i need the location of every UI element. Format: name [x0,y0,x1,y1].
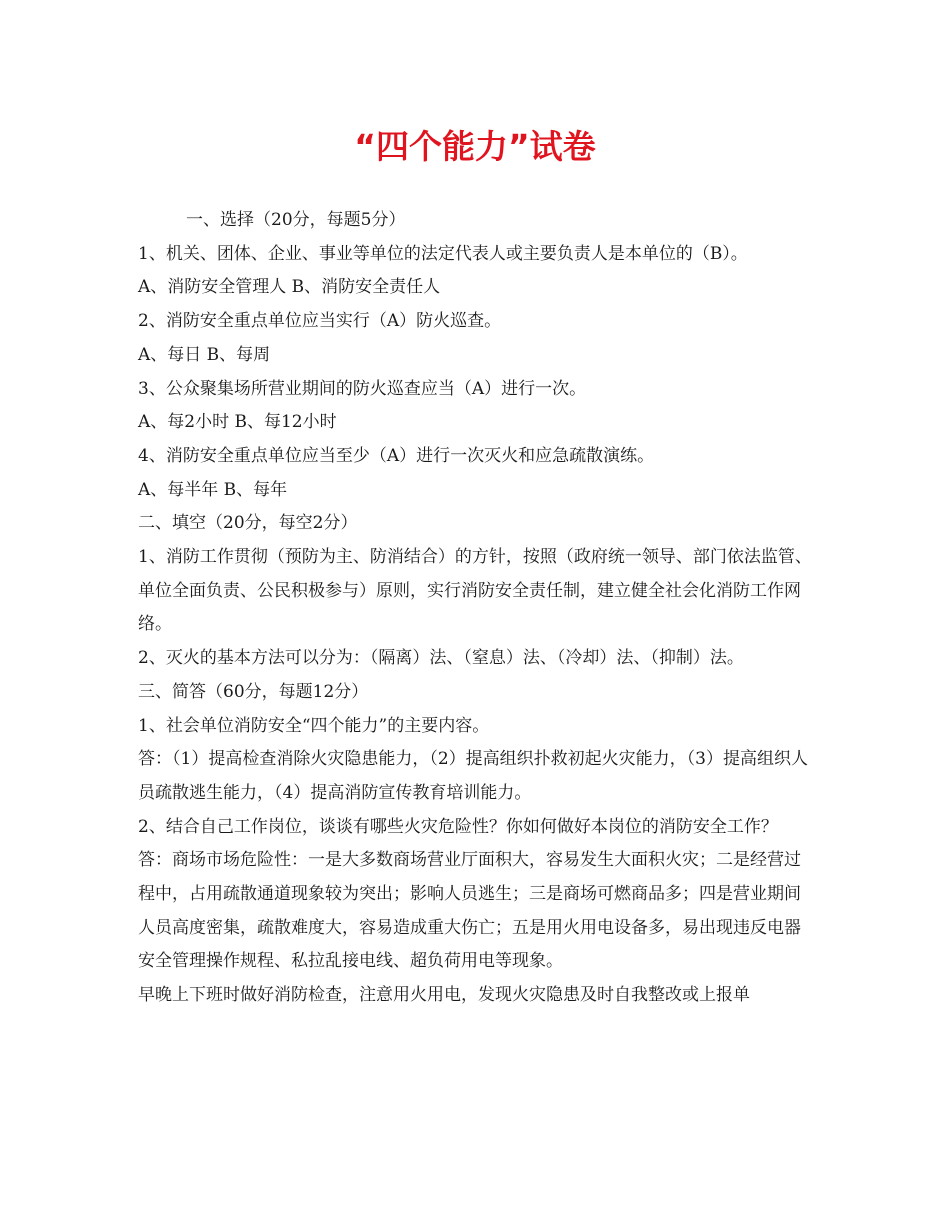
section-heading-fill: 二、填空（20分，每空2分） [138,513,358,534]
question-paragraph: 3、公众聚集场所营业期间的防火巡查应当（A）进行一次。 [138,378,587,399]
answer-paragraph: 答：商场市场危险性：一是大多数商场营业厅面积大，容易发生大面积火灾；二是经营过程中，占用疏散通道现象较为突出；影响人员逃生；三是商场可燃商品多；四是营业期间人员高度密集，疏散难度大，容易造成重大伤亡；五是用火用电设备多，易出现违反电器安全管理操作规程、私拉乱接电线、超负荷用电等现象。 [138,850,801,972]
document-title: “四个能力”试卷 [354,127,596,166]
options-paragraph: A、每半年 B、每年 [138,479,288,500]
document-body [138,204,812,1013]
question-paragraph: 4、消防安全重点单位应当至少（A）进行一次灭火和应急疏散演练。 [138,445,655,466]
answer-paragraph: 答：（1）提高检查消除火灾隐患能力，（2）提高组织扑救初起火灾能力，（3）提高组织人员疏散逃生能力，（4）提高消防宣传教育培训能力。 [138,749,808,803]
question-paragraph: 1、社会单位消防安全“四个能力”的主要内容。 [138,715,490,736]
answer-paragraph: 早晚上下班时做好消防检查，注意用火用电，发现火灾隐患及时自我整改或上报单 [138,985,750,1006]
question-paragraph: 2、消防安全重点单位应当实行（A）防火巡查。 [138,311,502,332]
section-heading-short-answer: 三、简答（60分，每题12分） [138,681,369,702]
options-paragraph: A、消防安全管理人 B、消防安全责任人 [138,277,441,298]
options-paragraph: A、每2小时 B、每12小时 [138,412,337,433]
question-paragraph: 1、机关、团体、企业、事业等单位的法定代表人或主要负责人是本单位的（B）。 [138,243,748,264]
question-paragraph: 2、灭火的基本方法可以分为：（隔离）法、（窒息）法、（冷却）法、（抑制）法。 [138,648,744,669]
question-paragraph: 2、结合自己工作岗位，谈谈有哪些火灾危险性？你如何做好本岗位的消防安全工作？ [138,816,778,837]
question-paragraph: 1、消防工作贯彻（预防为主、防消结合）的方针，按照（政府统一领导、部门依法监管、单位全面负责、公民积极参与）原则，实行消防安全责任制，建立健全社会化消防工作网络。 [138,547,812,635]
options-paragraph: A、每日 B、每周 [138,344,271,365]
section-heading-choice: 一、选择（20分，每题5分） [186,210,406,230]
